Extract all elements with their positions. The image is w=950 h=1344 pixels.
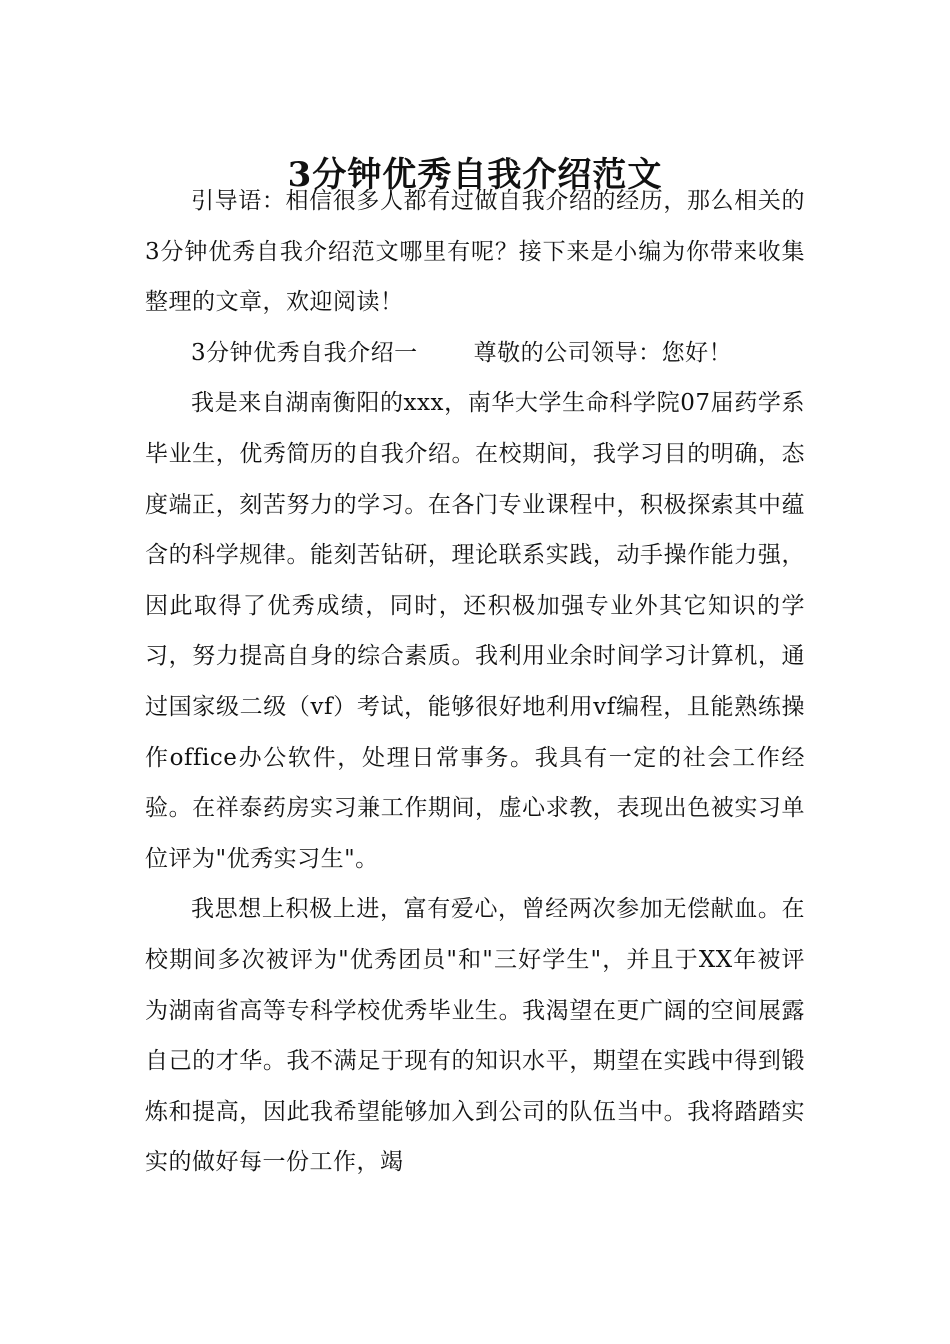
- body-paragraph-1: 我是来自湖南衡阳的xxx，南华大学生命科学院07届药学系毕业生，优秀简历的自我介绍。在校期间，我学习目的明确，态度端正，刻苦努力的学习。在各门专业课程中，积极探索其中蕴含的科学规律。能刻苦钻研，理论联系实践，动手操作能力强，因此取得了优秀成绩，同时，还积极加强专业外其它知识的学习，努力提高自身的综合素质。我利用业余时间学习计算机，通过国家级二级（vf）考试，能够很好地利用vf编程，且能熟练操作office办公软件，处理日常事务。我具有一定的社会工作经验。在祥泰药房实习兼工作期间，虚心求教，表现出色被实习单位评为"优秀实习生"。: [145, 390, 805, 872]
- section-heading: 3分钟优秀自我介绍一: [191, 339, 418, 366]
- document-title: 3分钟优秀自我介绍范文: [287, 154, 663, 195]
- intro-paragraph: 引导语：相信很多人都有过做自我介绍的经历，那么相关的3分钟优秀自我介绍范文哪里有呢？接下来是小编为你带来收集整理的文章，欢迎阅读！: [145, 188, 805, 316]
- greeting: 尊敬的公司领导：您好！: [473, 339, 733, 366]
- section-heading-line: [145, 328, 805, 379]
- body-paragraph-2: 我思想上积极上进，富有爱心，曾经两次参加无偿献血。在校期间多次被评为"优秀团员"和"三好学生"，并且于XX年被评为湖南省高等专科学校优秀毕业生。我渴望在更广阔的空间展露自己的才华。我不满足于现有的知识水平，期望在实践中得到锻炼和提高，因此我希望能够加入到公司的队伍当中。我将踏踏实实的做好每一份工作，竭: [145, 896, 805, 1176]
- document-body: [145, 176, 805, 1188]
